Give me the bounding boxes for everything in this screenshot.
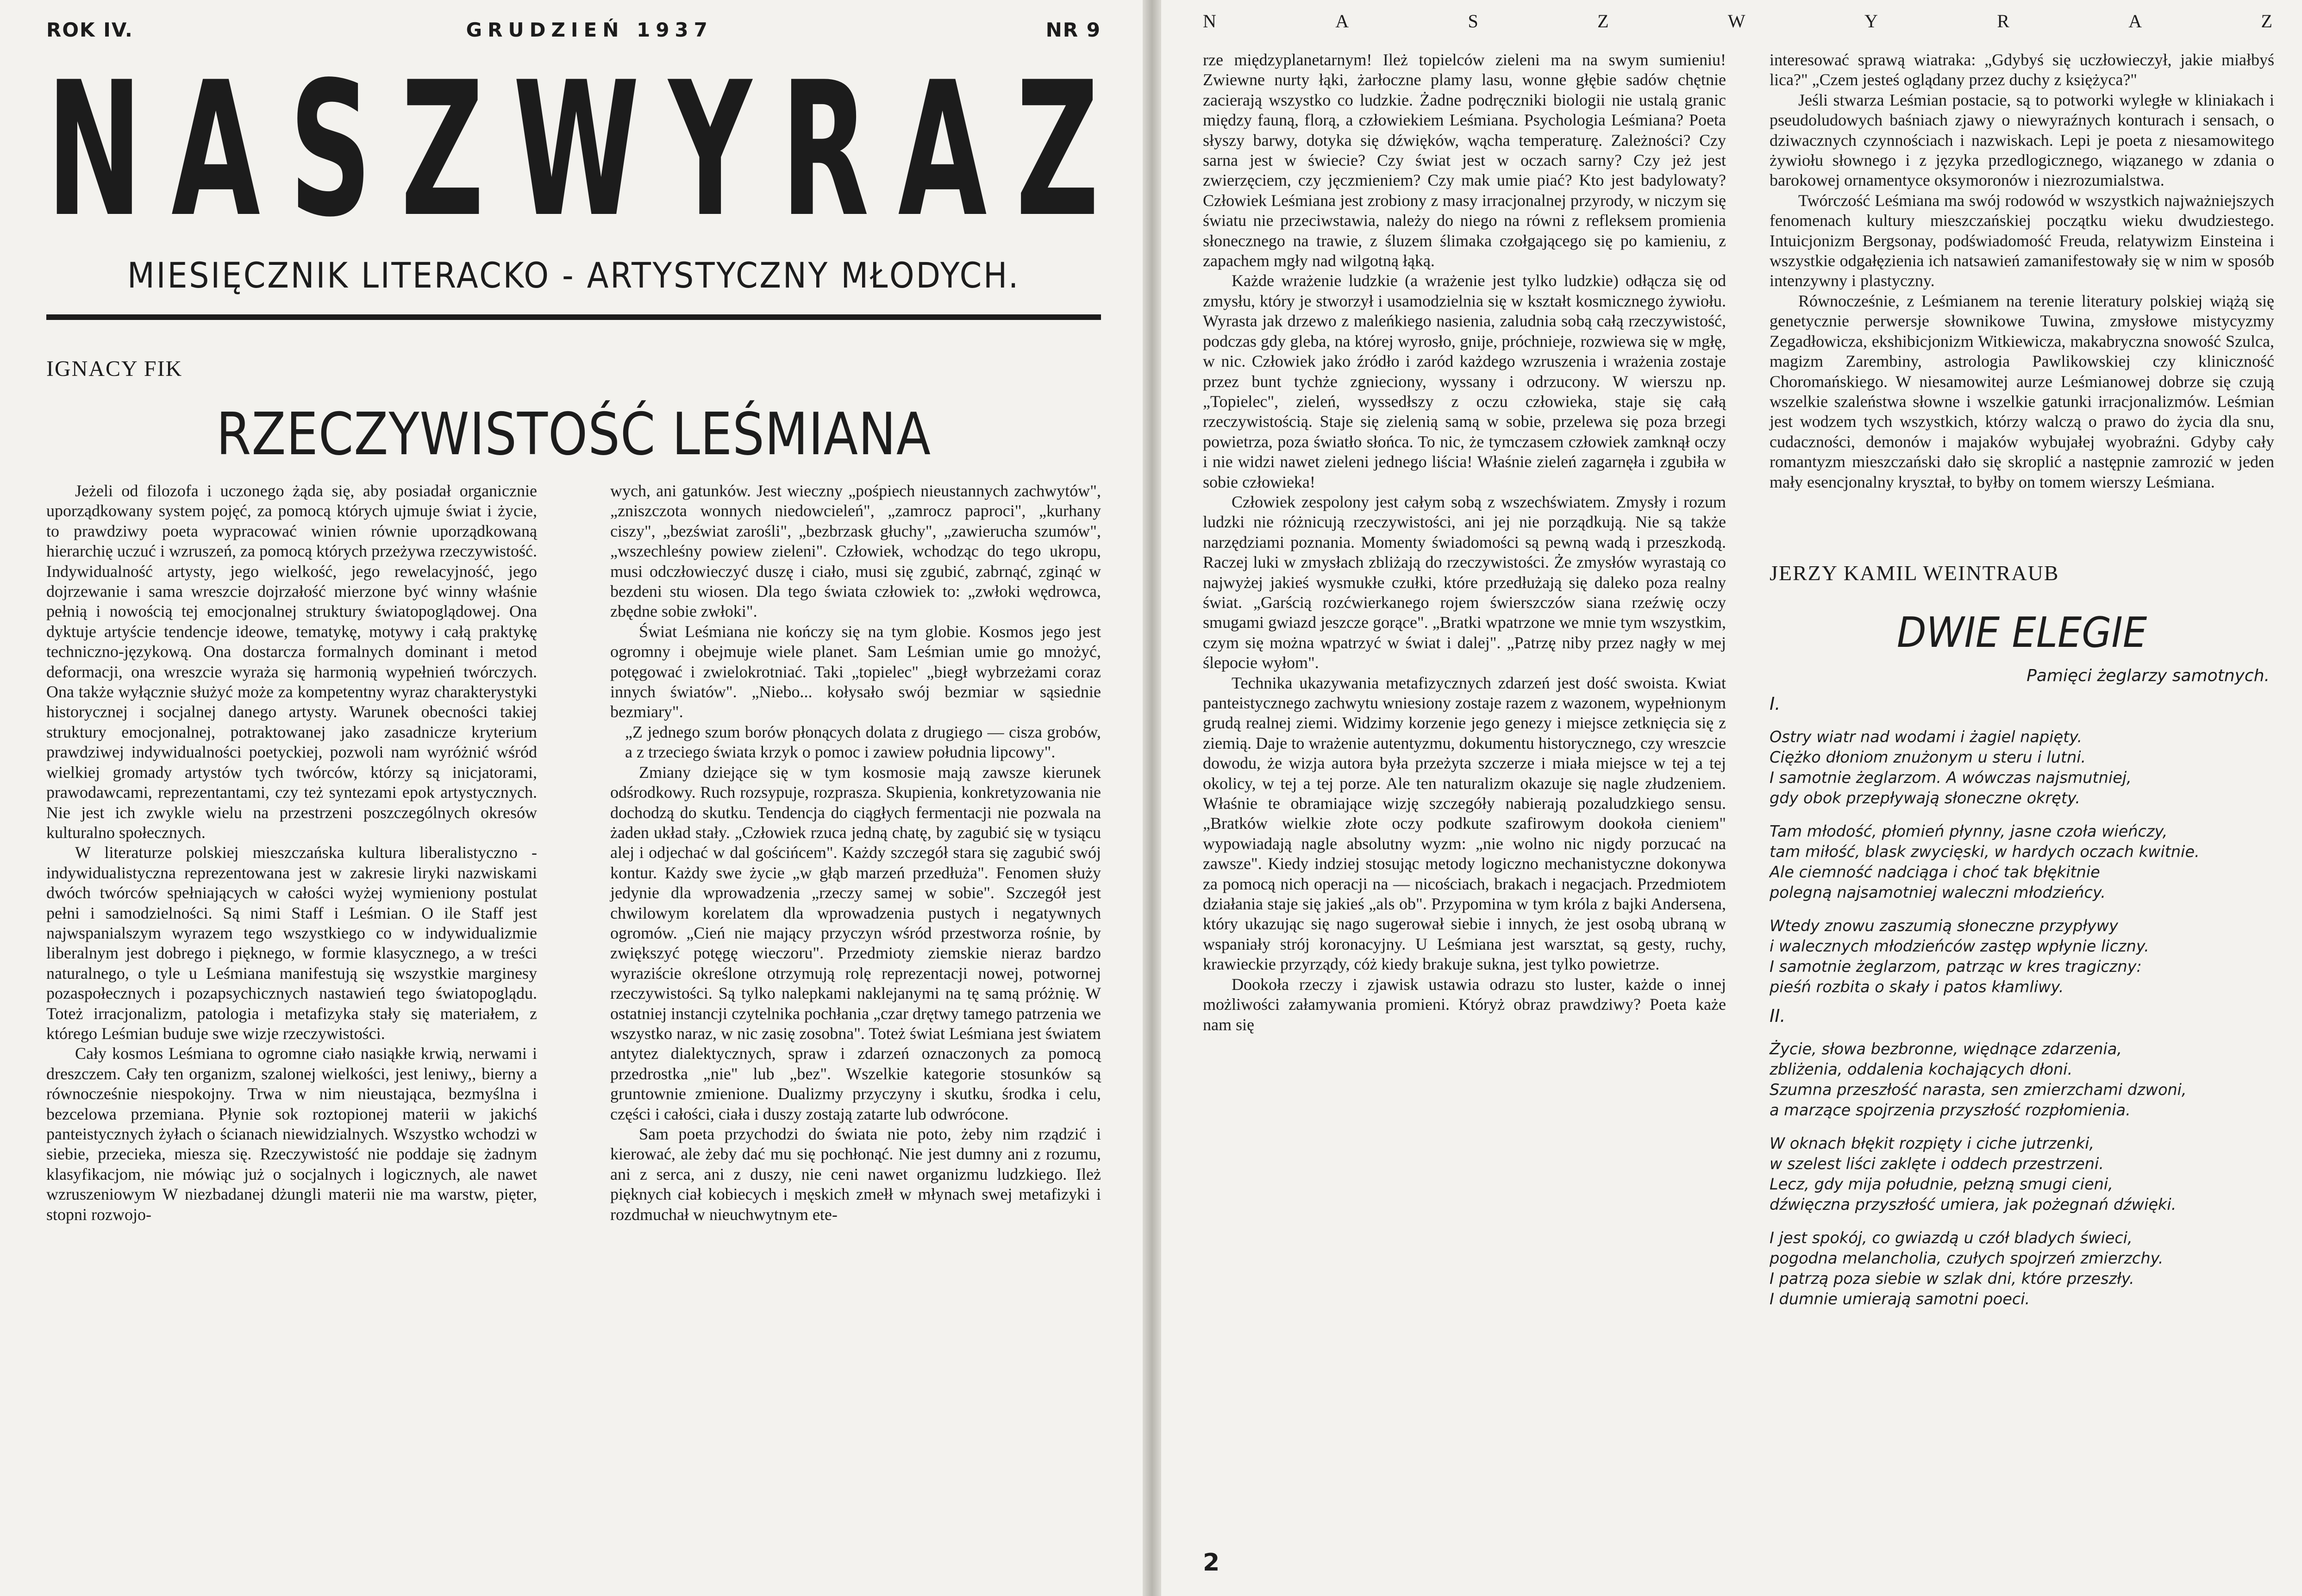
poem-line: w szelest liści zaklęte i oddech przestrzeni. [1770,1154,2104,1173]
masthead-letter: Z [1016,43,1099,258]
poem-line: Wtedy znowu zaszumią słoneczne przypływy [1770,916,2118,935]
poem-line: I patrzą poza siebie w szlak dni, które przeszły. [1770,1269,2134,1288]
page-number: 2 [1203,1549,1220,1577]
poem-section-number: I. [1770,693,1781,714]
paragraph: Każde wrażenie ludzkie (a wrażenie jest tylko ludzkie) odłącza się od zmysłu, który je stworzył i usamodzielnia się w kształt kosmicznego żywiołu. Wyrasta jak drzewo z maleńkiego nasienia, zaludnia sobą całą rzeczywistość, podczas gdy gleba, na której wyrosło, gnije, próchnieje, rozwiewa się w mgłę, w nic. Człowiek jako źródło i zaród każdego wzruszenia i wrażenia zostaje przez bunt tychże zgnieciony, wyssany i odrzucony. W wierszu np. „Topielec", zieleń, wyssedłszy z oczu człowieka, staje się całą rzeczywistością. Staje się zielenią samą w sobie, przelewa się poza brzegi powietrza, poza światło słońca. To nic, że tymczasem człowiek zamknął oczy i nie widzi nawet zieleni jednego liścia! Właśnie zieleń zagarnęła i zgubiła w sobie człowieka! [1203,271,1726,491]
poem-line: Szumna przeszłość narasta, sen zmierzchami dzwoni, [1770,1080,2187,1099]
running-head-letter: A [2128,11,2142,31]
poem-line: polegną najsamotniej waleczni młodzieńcy. [1770,883,2106,901]
paragraph: Technika ukazywania metafizycznych zdarzeń jest dość swoista. Kwiat panteistycznego zachwytu wniesiony zostaje razem z wazonem, wypełnionym grudą realnej ziemi. Widzimy korzenie jego genezy i miejsce zetknięcia się z ziemią. Daje to wrażenie autentyzmu, dokumentu historycznego, czy wreszcie dowodu, że wizja autora była przeżyta szczerze i miała miejsce w tej a tej okolicy, w tej a tej porze. Ale ten naturalizm okazuje się nagle złudzeniem. Właśnie te obramiające wizję szczegóły nabierają pozaludzkiego sensu. „Bratków wielkie złote oczy podkute szafirowym dookoła cieniem" wypowiadają nagle absolutny wyzm: „nie wolno nic nigdy porzucać na zawsze". Kiedy indziej stosując metody logiczno mechanistyczne dokonywa za pomocą nich operacji na — nicościach, brakach i negacjach. Przedmiotem działania staje się jakieś „als ob". Przypomina w tym króla z bajki Andersena, który ukazując się nago sugerował siebie i innych, że jest osobą ubraną w wspaniały strój koronacyjny. U Leśmiana jest warsztat, są gesty, ruchy, krawieckie przyrządy, cóż kiedy brakuje sukna, jest tylko powietrze. [1203,673,1726,974]
poem-line: I samotnie żeglarzom, patrząc w kres tragiczny: [1770,957,2142,976]
poem-line: dźwięczna przyszłość umiera, jak pożegnań dźwięki. [1770,1195,2177,1214]
poem-stanza [1770,1039,2274,1120]
paragraph: Cały kosmos Leśmiana to ogromne ciało nasiąkłe krwią, nerwami i dreszczem. Cały ten organizm, szalonej wielkości, jest leniwy,, bierny a równocześnie niespokojny. Trwa w nim nieustająca, bezmyślna i bezcelowa przemiana. Płynie sok roztopionej materii w jakichś panteistycznych żyłach o ścianach niewidzialnych. Wszystko wchodzi w siebie, przecieka, miesza się. Rzeczywistość nie poddaje się żadnym klasyfikacjom, nie mówiąc już o socjalnych i logicznych, ale nawet wzruszeniowym W niezbadanej dżungli materii nie ma warstw, pięter, stopni rozwojo- [46,1044,537,1224]
article-columns [46,481,1101,1225]
article-column-4 [1770,50,2274,1309]
running-head-letter: N [1203,11,1216,31]
poem-line: Ciężko dłoniom znużonym u steru i lutni. [1770,748,2086,766]
masthead-letter: R [781,43,870,258]
article-author: IGNACY FIK [46,357,183,381]
paragraph: Równocześnie, z Leśmianem na terenie literatury polskiej wiążą się genetycznie perwersje słownikowe Tuwina, zmysłowe mistycyzmy Zegadłowicza, ekshibicjonizm Witkiewicza, makabryczna snowość Szulca, magizm Zarembiny, astrologia Pawlikowskiej czy kliniczność Choromańskiego. W niesamowitej aurze Leśmianowej dobrze się czują wszelkie szaleństwa słowne i wszelkie gatunki irracjonalizmów. Leśmian jest wodzem tych wszystkich, którzy walczą o prawo do życia dla snu, cudaczności, demonów i majaków wybujałej wyobraźni. Gdyby cały romantyzm mieszczański dało się skroplić a następnie zamrozić w jeden mały esencjonalny kryształ, to byłby on tomem wierszy Leśmiana. [1770,291,2274,491]
paragraph: wych, ani gatunków. Jest wieczny „pośpiech nieustannych zachwytów", „zniszczota wonnych niedowcieleń", „zamrocz paproci", „kurhany ciszy", „bezświat zarośli", „bezbrzask głuchy", „zawierucha szumów", „wszechleśny powiew zieleni". Człowiek, wchodząc do tego ukropu, musi odczłowieczyć duszę i ciało, musi się zgubić, zabrnąć, zginąć w bezdeni stu wiosen. Dla tego świata człowiek to: „zwłoki wędrowca, zbędne sobie zwłoki". [610,482,1101,621]
right-page [1161,0,2302,1596]
poem-section-number: II. [1770,1005,1786,1026]
book-spine [1143,0,1161,1596]
masthead-subtitle: MIESIĘCZNIK LITERACKO - ARTYSTYCZNY MŁODYCH. [127,255,1020,296]
running-head [1203,10,2274,31]
running-head-letter: R [1997,11,2009,31]
poem-line: pieśń rozbita o skały i patos kłamliwy. [1770,977,2064,996]
poem-line: Ale ciemność nadciąga i choć tak błękitnie [1770,863,2100,881]
masthead-letter: Z [400,43,484,258]
poem-line: Lecz, gdy mija południe, pełzną smugi cieni, [1770,1175,2113,1193]
poem-line: zbliżenia, oddalenia kochających dłoni. [1770,1060,2073,1078]
paragraph: Jeśli stwarza Leśmian postacie, są to potworki wyległe w kliniakach i pseudoludowych baśniach zjawy o niewyraźnych konturach i sensach, o dziwacznych czynnościach i nazwiskach. Lepi je poeta z niesamowitego żywiołu słownego i z języka przedlogicznego, wiązanego w zdania o barokowej ornamentyce oksymoronów i niezrozumialstwa. [1770,90,2274,190]
poem-dedication: Pamięci żeglarzy samotnych. [2027,666,2270,685]
issue-header [46,19,1101,46]
volume-label: ROK IV. [46,19,133,41]
poem-stanza [1770,1133,2274,1215]
paragraph: Dookoła rzeczy i zjawisk ustawia odrazu sto luster, każde o innej możliwości załamywania promieni. Któryż obraz prawdziwy? Poeta każe nam się [1203,975,1726,1034]
masthead-letter: S [289,43,372,258]
poem-author: JERZY KAMIL WEINTRAUB [1770,561,2059,585]
paragraph: W literaturze polskiej mieszczańska kultura liberalistyczno - indywidualistyczna reprezentowana jest w zakresie liryki nazwiskami dwóch twórców spełniających w całości wyżej wymieniony postulat pełni i samodzielności. Są nimi Staff i Leśmian. O ile Staff jest najwspanialszym wyrazem tego wszystkiego co w indywidualizmie liberalnym jest dobrego i pięknego, w formie klasycznego, a w treści naturalnego, o tyle u Leśmiana manifestują się wszystkie marginesy pozaspołecznych i pozapsychicznych nastawień tego światopoglądu. Toteż irracjonalizm, patologia i metafizyka stały się materiałem, z którego Leśmian buduje swe wizje rzeczywistości. [46,843,537,1043]
poem-stanza [1770,821,2274,903]
poem-stanza [1770,916,2274,997]
poem-title: DWIE ELEGIE [1896,608,2147,657]
masthead-letter: A [898,43,987,258]
issue-number: NR 9 [1045,19,1101,41]
masthead-letter: A [171,43,260,258]
poem-line: gdy obok przepływają słoneczne okręty. [1770,789,2080,807]
poem-line: W oknach błękit rozpięty i ciche jutrzenki, [1770,1134,2095,1152]
masthead-letter: N [46,43,143,258]
block-quote: „Z jednego szum borów płonących dolata z drugiego — cisza grobów, a z trzeciego świata krzyk o pomoc i zawiew południa lipcowy". [625,722,1101,762]
poem-line: pogodna melancholia, czułych spojrzeń zmierzchy. [1770,1249,2164,1267]
poem-line: a marzące spojrzenia przyszłość rozpłomienia. [1770,1101,2131,1119]
article-column-3 [1203,50,1726,1309]
paragraph: Świat Leśmiana nie kończy się na tym globie. Kosmos jego jest ogromny i obejmuje wiele planet. Sam Leśmian umie go mnożyć, potęgować i zwielokrotniać. Taki „topielec" „biegł wybrzeżami coraz innych światów". „Niebo... kołysało swój bezmiar w sąsiednie bezmiary". [610,622,1101,721]
paragraph: Zmiany dziejące się w tym kosmosie mają zawsze kierunek odśrodkowy. Ruch rozsypuje, rozprasza. Skupienia, konkretyzowania nie dochodzą do skutku. Tendencja do ciągłych fermentacji nie pozwala na żaden układ stały. „Człowiek rzuca jedną chatę, by zagubić się w tysiącu alej i odjechać w dal gościńcem". Każdy szczegół stara się zagubić swój kontur. Każdy swe życie „w głąb marzeń przedłuża". Fenomen służy jedynie dla wprowadzenia „rzeczy samej w sobie". Szczegół jest chwilowym korelatem dla wprowadzenia pustych i negatywnych ogromów. „Cień nie mający przyczyn wśród przestworza rośnie, by zwiększyć potęgę wieczoru". Przedmioty ziemskie nieraz bardzo wyraziście określone otrzymują rolę reprezentacji nowej, potwornej rzeczywistości. Są tylko nalepkami naklejanymi na tę samą próżnię. W ostatniej instancji czytelnika pochłania „czar drętwy tamego patrzenia we wszystko naraz, w nic zasię zosobna". Toteż świat Leśmiana jest światem antytez dialektycznych, spraw i zdarzeń oznaczonych za pomocą przedrostka „nie" lub „bez". Wszelkie kategorie stosunków są gruntownie zmienione. Dualizmy przyczyny i skutku, środka i celu, części i całości, ciała i duszy zostają zatarte lub odwrócone. [610,763,1101,1123]
poem-line: I samotnie żeglarzom. A wówczas najsmutniej, [1770,768,2132,787]
paragraph: Jeżeli od filozofa i uczonego żąda się, aby posiadał organicznie uporządkowany system pojęć, za pomocą których ujmuje świat i życie, to prawdziwy poeta wypracować winien równie uporządkowaną hierarchię uczuć i wzruszeń, za pomocą których przeżywa rzeczywistość. Indywidualność artysty, jego wielkość, jego rewelacyjność, jego dojrzewanie i sama wreszcie dojrzałość mierzone być winny właśnie pełnią i nowością tej emocjonalnej struktury światopoglądowej. Ona dyktuje artyście tendencje ideowe, tematykę, motywy i całą praktykę techniczno-językową. Ona dostarcza formalnych dominant i metod deformacji, ona wreszcie wyraża się harmonią wypełnień twórczych. Ona także wyłącznie służyć może za kompetentny wyraz charakterystyki historycznej i socjalnej danego artysty. Warunek obecności takiej struktury emocjonalnej, potraktowanej jako zasadnicze kryterium prawdziwej indywidualności poetyckiej, pozwoli nam wyróżnić wśród wielkiej gromady artystów tych twórców, którzy są inicjatorami, prawodawcami, reprezentantami, czy też syntezami epok artystycznych. Nie jest ich zwykle wielu na przestrzeni poszczególnych okresów kulturalno społecznych. [46,482,537,842]
poem-line: Tam młodość, płomień płynny, jasne czoła wieńczy, [1770,822,2168,840]
paragraph: Twórczość Leśmiana ma swój rodowód w wszystkich najważniejszych fenomenach kultury mieszczańskiej początku wieku dwudziestego. Intuicjonizm Bergsonay, podświadomość Freuda, relatywizm Einsteina i wszystkie odgałęzienia ich natsawień zamanifestowały się w nim w sposób intenzywny i plastyczny. [1770,191,2274,290]
paragraph: Sam poeta przychodzi do świata nie poto, żeby nim rządzić i kierować, ale żeby dać mu się pochłonąć. Nie jest dumny ani z rozumu, ani z serca, ani z duszy, nie ceni nawet organizmu ludzkiego. Ileż pięknych ciał kobiecych i męskich zmełł w młynach swej metafizyki i rozdmuchał w nieuchwytnym ete- [610,1125,1101,1224]
poem-line: I jest spokój, co gwiazdą u czół bladych świeci, [1770,1228,2133,1247]
masthead-title [46,43,1099,258]
issue-date: GRUDZIEŃ 1937 [466,19,713,41]
left-page [0,0,1143,1596]
running-head-letter: S [1468,11,1478,31]
poem-stanza [1770,1228,2274,1309]
masthead-letter: Y [669,43,752,258]
poem-stanza [1770,727,2274,808]
right-columns [1203,50,2274,1309]
poem-line: I dumnie umierają samotni poeci. [1770,1289,2030,1308]
masthead-rule [46,314,1101,320]
paragraph: rze międzyplanetarnym! Ileż topielców zieleni ma na swym sumieniu! Zwiewne nurty łąki, żarłoczne plamy lasu, wonne głębie sadów chętnie zacierają wszystko co ludzkie. Żadne podręczniki biologii nie ustalą granic między fauną, florą, a człowiekiem Leśmiana. Psychologia Leśmiana? Poeta słyszy barwy, dotyka się dźwięków, wącha temperaturę. Zależności? Czy sarna jest w świecie? Czy świat jest w oczach sarny? Czy jeż jest zwierzęciem, czy jęczmieniem? Czy mak umie piać? Kto jest badylowaty? Człowiek Leśmiana jest zrobiony z masy irracjonalnej przyrody, w niczym się światu nie przeciwstawia, należy do niego na równi z refleksem promienia słonecznego na trawie, z śluzem ślimaka czołgającego się po kamieniu, z zapachem mgły nad wilgotną łąką. [1203,50,1726,270]
poem-line: Życie, słowa bezbronne, więdnące zdarzenia, [1770,1039,2122,1058]
paragraph: interesować sprawą wiatraka: „Gdybyś się uczłowieczył, jakie miałbyś lica?" „Czem jesteś oglądany przez duchy z księżyca?" [1770,50,2274,89]
poem-line: Ostry wiatr nad wodami i żagiel napięty. [1770,727,2083,746]
running-head-letter: W [1727,11,1745,31]
running-head-letter: Z [1597,11,1609,31]
paragraph: Człowiek zespolony jest całym sobą z wszechświatem. Zmysły i rozum ludzki nie różnicują rzeczywistości, ani jej nie porządkują. Nie są także narzędziami poznania. Momenty świadomości są pewną wadą i przeszkodą. Raczej luki w zmysłach zbliżają do rzeczywistości. Że zmysłów wyrastają co najwyżej jakieś wysmukłe czułki, które przedłużają się daleko poza realny świat. „Garścią rozćwierkanego rojem świerszczów siana rzeźwię oczy smugami gwiazd jeszcze gorące". „Bratki wpatrzone we mnie tym wszystkim, czym się można wpatrzyć w świat i dalej". „Patrzę niby przez nagły w mej ślepocie wyłom". [1203,492,1726,672]
article-column-1 [46,481,537,1225]
running-head-letter: Y [1864,11,1878,31]
running-head-letter: Z [2261,11,2272,31]
masthead-letter: W [513,43,640,258]
poem-line: tam miłość, blask zwycięski, w hardych oczach kwitnie. [1770,842,2200,861]
poem-line: i walecznych młodzieńców zastęp wpłynie liczny. [1770,937,2149,955]
article-title: RZECZYWISTOŚĆ LEŚMIANA [216,400,931,468]
article-column-2 [610,481,1101,1225]
running-head-letter: A [1335,11,1349,31]
